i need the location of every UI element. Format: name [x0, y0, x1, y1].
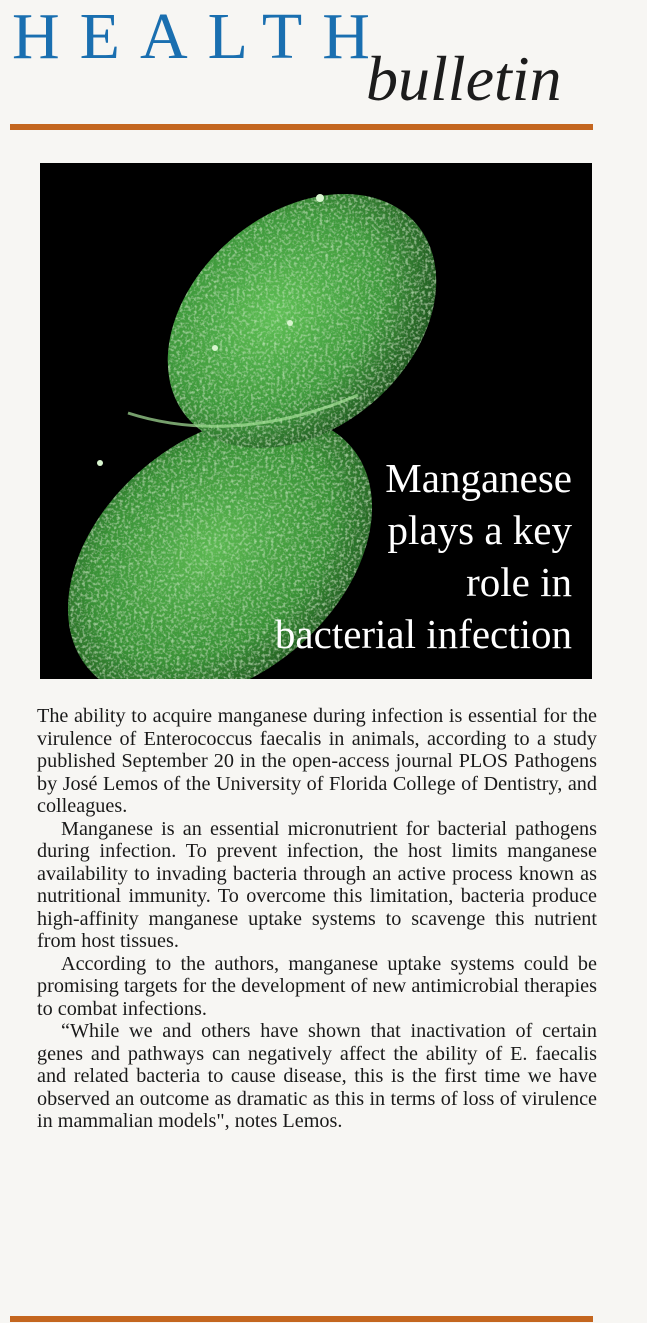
article-paragraph: Manganese is an essential micronutrient for bacterial pathogens during infection. To prevent infection, the host limits manganese availability to invading bacteria through an active process known as nutritional immunity. To overcome this limitation, bacteria produce high-affinity manganese uptake systems to scavenge this nutrient from host tissues.	[37, 817, 597, 952]
top-rule	[10, 124, 593, 130]
masthead	[0, 0, 647, 130]
masthead-title: HEALTH	[12, 0, 390, 73]
headline-line: plays a key	[387, 507, 572, 553]
headline	[275, 452, 572, 660]
article-paragraph: “While we and others have shown that inactivation of certain genes and pathways can negatively affect the ability of E. faecalis and related bacteria to cause disease, this is the first time we have observed an outcome as dramatic as this in terms of loss of virulence in mammalian models", notes Lemos.	[37, 1020, 597, 1132]
article-paragraph: The ability to acquire manganese during infection is essential for the virulence of Enterococcus faecalis in animals, according to a study published September 20 in the open-access journal PLOS Pathogens by José Lemos of the University of Florida College of Dentistry, and colleagues.	[37, 705, 597, 817]
headline-line: bacterial infection	[274, 611, 572, 657]
bottom-rule	[10, 1316, 593, 1322]
article-paragraph: According to the authors, manganese uptake systems could be promising targets for the development of new antimicrobial therapies to combat infections.	[37, 952, 597, 1020]
masthead-subtitle: bulletin	[366, 43, 562, 114]
article-body	[37, 705, 597, 1133]
headline-line: Manganese	[385, 455, 572, 501]
headline-line: role in	[466, 559, 572, 605]
bacteria-photo	[40, 163, 592, 679]
